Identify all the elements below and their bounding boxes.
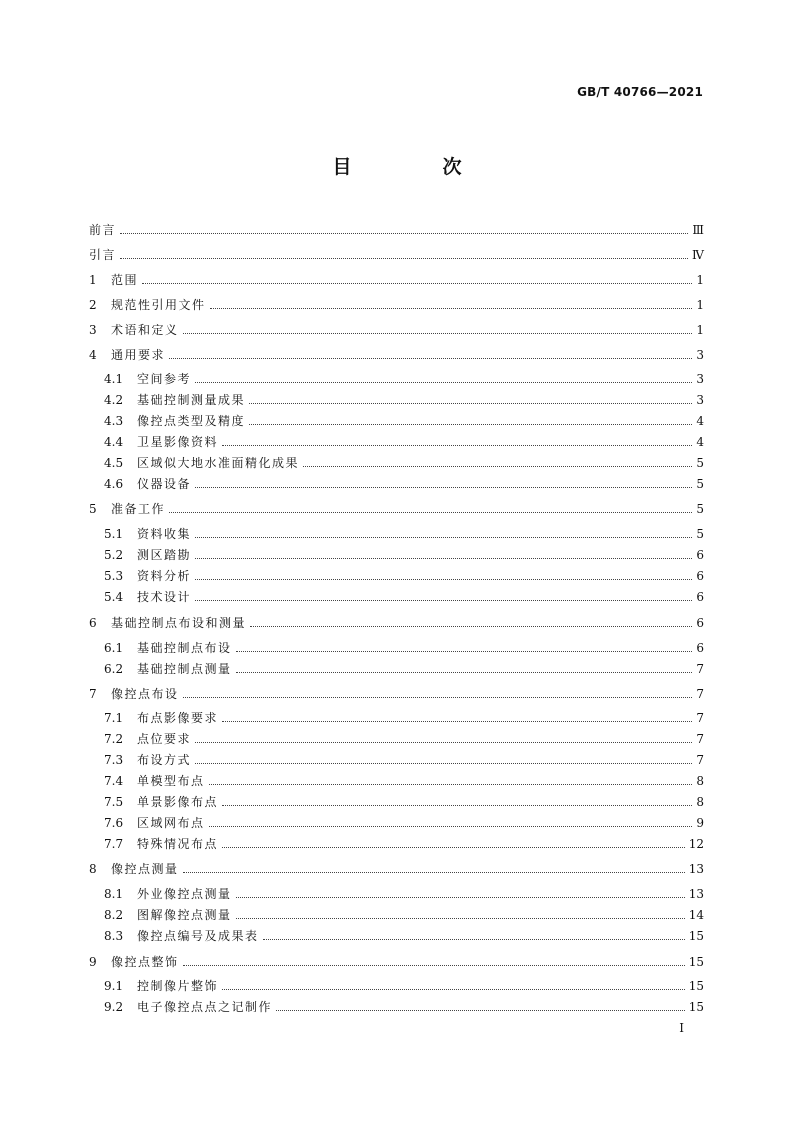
toc-entry-label: 布设方式 (137, 753, 192, 767)
toc-entry-number: 5 (89, 502, 97, 516)
toc-dot-leader (195, 599, 692, 601)
toc-entry[interactable] (104, 834, 704, 854)
toc-entry-label: 像控点类型及精度 (137, 414, 246, 428)
toc-dot-leader (249, 423, 692, 425)
toc-dot-leader (142, 282, 692, 284)
toc-entry[interactable] (104, 545, 704, 565)
toc-entry-page: Ⅲ (692, 223, 704, 237)
toc-entry-page: 15 (688, 929, 704, 943)
toc-entry-page: 14 (688, 908, 704, 922)
toc-entry-number: 8.1 (104, 887, 124, 901)
toc-entry-number: 7.6 (104, 816, 124, 830)
toc-entry-number: 5.3 (104, 569, 124, 583)
toc-entry-page: 7 (696, 687, 704, 701)
toc-entry-page: 15 (688, 955, 704, 969)
toc-entry-page: 6 (696, 548, 704, 562)
toc-dot-leader (209, 783, 692, 785)
toc-entry-label: 空间参考 (137, 372, 192, 386)
page-number: I (679, 1021, 684, 1035)
toc-entry[interactable] (104, 884, 704, 904)
toc-dot-leader (236, 917, 685, 919)
toc-entry-number: 1 (89, 273, 97, 287)
toc-entry-page: 7 (696, 711, 704, 725)
toc-entry-page: 3 (696, 393, 704, 407)
toc-entry-page: 13 (688, 887, 704, 901)
toc-entry-page: 5 (696, 477, 704, 491)
toc-entry[interactable] (104, 729, 704, 749)
toc-entry-number: 4.5 (104, 456, 124, 470)
toc-dot-leader (120, 232, 688, 234)
toc-dot-leader (250, 625, 692, 627)
toc-entry-page: 15 (688, 979, 704, 993)
toc-dot-leader (276, 1009, 685, 1011)
toc-entry[interactable] (104, 566, 704, 586)
toc-entry-label: 术语和定义 (111, 323, 179, 337)
toc-entry-number: 4.3 (104, 414, 124, 428)
toc-dot-leader (210, 307, 692, 309)
toc-dot-leader (222, 988, 685, 990)
toc-dot-leader (183, 696, 692, 698)
toc-entry-label: 规范性引用文件 (111, 298, 206, 312)
toc-entry-label: 布点影像要求 (137, 711, 219, 725)
toc-entry-label: 电子像控点点之记制作 (137, 1000, 273, 1014)
toc-entry-number: 2 (89, 298, 97, 312)
toc-entry[interactable] (89, 220, 704, 240)
toc-entry-label: 单景影像布点 (137, 795, 219, 809)
toc-dot-leader (236, 650, 692, 652)
toc-entry-number: 4.2 (104, 393, 124, 407)
toc-entry-number: 8.3 (104, 929, 124, 943)
toc-entry-number: 7.1 (104, 711, 124, 725)
toc-dot-leader (195, 762, 692, 764)
toc-entry-number: 4 (89, 348, 97, 362)
toc-dot-leader (195, 741, 692, 743)
toc-entry-page: 12 (688, 837, 704, 851)
toc-entry[interactable] (89, 270, 704, 290)
toc-entry[interactable] (104, 369, 704, 389)
toc-entry[interactable] (104, 638, 704, 658)
toc-entry-page: 8 (696, 774, 704, 788)
toc-entry-page: 5 (696, 456, 704, 470)
toc-entry[interactable] (89, 684, 704, 704)
toc-entry[interactable] (104, 587, 704, 607)
toc-entry-page: 8 (696, 795, 704, 809)
toc-entry-label: 资料分析 (137, 569, 192, 583)
toc-entry[interactable] (104, 659, 704, 679)
toc-entry-page: 5 (696, 527, 704, 541)
toc-dot-leader (195, 557, 692, 559)
toc-entry-label: 图解像控点测量 (137, 908, 232, 922)
toc-entry-page: 9 (696, 816, 704, 830)
toc-dot-leader (236, 896, 685, 898)
toc-entry-number: 7.5 (104, 795, 124, 809)
toc-dot-leader (209, 825, 692, 827)
toc-entry[interactable] (89, 952, 704, 972)
toc-entry-label: 测区踏勘 (137, 548, 192, 562)
toc-entry-number: 4.4 (104, 435, 124, 449)
toc-entry-number: 7.4 (104, 774, 124, 788)
toc-entry-label: 点位要求 (137, 732, 192, 746)
toc-entry[interactable] (104, 474, 704, 494)
toc-entry[interactable] (104, 792, 704, 812)
toc-dot-leader (195, 381, 692, 383)
toc-dot-leader (195, 578, 692, 580)
toc-dot-leader (303, 465, 692, 467)
toc-entry[interactable] (89, 345, 704, 365)
toc-entry[interactable] (104, 411, 704, 431)
toc-entry-number: 9 (89, 955, 97, 969)
toc-dot-leader (195, 536, 692, 538)
toc-entry-page: 4 (696, 435, 704, 449)
toc-entry-number: 9.2 (104, 1000, 124, 1014)
toc-entry-number: 6.1 (104, 641, 124, 655)
toc-entry[interactable] (104, 926, 704, 946)
toc-entry[interactable] (89, 499, 704, 519)
standard-code: GB/T 40766—2021 (577, 85, 703, 99)
toc-dot-leader (222, 720, 692, 722)
toc-entry-page: 1 (696, 273, 704, 287)
toc-entry[interactable] (89, 320, 704, 340)
toc-dot-leader (195, 486, 692, 488)
toc-entry-page: 7 (696, 753, 704, 767)
toc-entry[interactable] (104, 997, 704, 1017)
toc-entry-label: 基础控制点布设 (137, 641, 232, 655)
toc-entry-label: 资料收集 (137, 527, 192, 541)
toc-dot-leader (183, 332, 692, 334)
toc-entry-page: 5 (696, 502, 704, 516)
toc-entry[interactable] (89, 295, 704, 315)
toc-entry[interactable] (104, 771, 704, 791)
toc-entry-label: 通用要求 (111, 348, 166, 362)
toc-dot-leader (263, 938, 685, 940)
toc-entry-label: 卫星影像资料 (137, 435, 219, 449)
toc-entry-label: 技术设计 (137, 590, 192, 604)
toc-entry[interactable] (104, 813, 704, 833)
toc-entry-number: 6.2 (104, 662, 124, 676)
toc-dot-leader (222, 444, 692, 446)
toc-entry[interactable] (104, 708, 704, 728)
toc-entry-number: 7.2 (104, 732, 124, 746)
toc-entry-label: 范围 (111, 273, 139, 287)
toc-entry-page: 6 (696, 616, 704, 630)
toc-dot-leader (169, 357, 692, 359)
toc-entry[interactable] (104, 905, 704, 925)
toc-dot-leader (120, 257, 688, 259)
toc-entry-label: 像控点测量 (111, 862, 179, 876)
toc-entry[interactable] (104, 432, 704, 452)
toc-entry-page: 3 (696, 348, 704, 362)
toc-entry-label: 外业像控点测量 (137, 887, 232, 901)
toc-entry-number: 8.2 (104, 908, 124, 922)
toc-entry-number: 8 (89, 862, 97, 876)
toc-entry[interactable] (104, 524, 704, 544)
toc-entry[interactable] (104, 453, 704, 473)
toc-entry-page: 3 (696, 372, 704, 386)
toc-entry-page: 15 (688, 1000, 704, 1014)
toc-entry-page: 4 (696, 414, 704, 428)
toc-entry-number: 7.3 (104, 753, 124, 767)
toc-dot-leader (222, 804, 692, 806)
toc-entry-number: 3 (89, 323, 97, 337)
toc-dot-leader (222, 846, 685, 848)
toc-entry-page: 7 (696, 732, 704, 746)
toc-entry[interactable] (89, 613, 704, 633)
toc-entry-page: 6 (696, 590, 704, 604)
toc-entry-label: 基础控制点布设和测量 (111, 616, 247, 630)
toc-entry-number: 4.1 (104, 372, 124, 386)
toc-entry-page: 6 (696, 569, 704, 583)
toc-entry-label: 基础控制点测量 (137, 662, 232, 676)
toc-entry-label: 单模型布点 (137, 774, 205, 788)
toc-entry[interactable] (104, 390, 704, 410)
toc-entry-label: 像控点整饰 (111, 955, 179, 969)
toc-entry-page: 6 (696, 641, 704, 655)
toc-entry[interactable] (104, 976, 704, 996)
toc-entry-number: 4.6 (104, 477, 124, 491)
toc-entry-label: 像控点布设 (111, 687, 179, 701)
toc-entry-number: 7 (89, 687, 97, 701)
toc-entry-page: 7 (696, 662, 704, 676)
toc-entry-label: 控制像片整饰 (137, 979, 219, 993)
toc-entry-label: 仪器设备 (137, 477, 192, 491)
toc-entry[interactable] (104, 750, 704, 770)
toc-entry-number: 6 (89, 616, 97, 630)
toc-entry-page: 1 (696, 323, 704, 337)
toc-dot-leader (249, 402, 692, 404)
toc-entry-number: 9.1 (104, 979, 124, 993)
toc-dot-leader (183, 964, 685, 966)
toc-entry-page: Ⅳ (692, 248, 704, 262)
toc-entry-label: 特殊情况布点 (137, 837, 219, 851)
toc-entry[interactable] (89, 859, 704, 879)
toc-entry-label: 像控点编号及成果表 (137, 929, 259, 943)
toc-entry-label: 区域网布点 (137, 816, 205, 830)
toc-dot-leader (236, 671, 692, 673)
toc-entry-label: 准备工作 (111, 502, 166, 516)
toc-entry-number: 5.4 (104, 590, 124, 604)
toc-entry-label: 基础控制测量成果 (137, 393, 246, 407)
toc-entry[interactable] (89, 245, 704, 265)
toc-entry-label: 前言 (89, 223, 117, 237)
toc-entry-number: 5.2 (104, 548, 124, 562)
toc-entry-label: 区域似大地水准面精化成果 (137, 456, 300, 470)
toc-entry-label: 引言 (89, 248, 117, 262)
toc-entry-page: 13 (688, 862, 704, 876)
toc-entry-number: 5.1 (104, 527, 124, 541)
page-title: 目 次 (332, 156, 498, 178)
toc-entry-number: 7.7 (104, 837, 124, 851)
toc-dot-leader (169, 511, 692, 513)
toc-dot-leader (183, 871, 685, 873)
toc-entry-page: 1 (696, 298, 704, 312)
